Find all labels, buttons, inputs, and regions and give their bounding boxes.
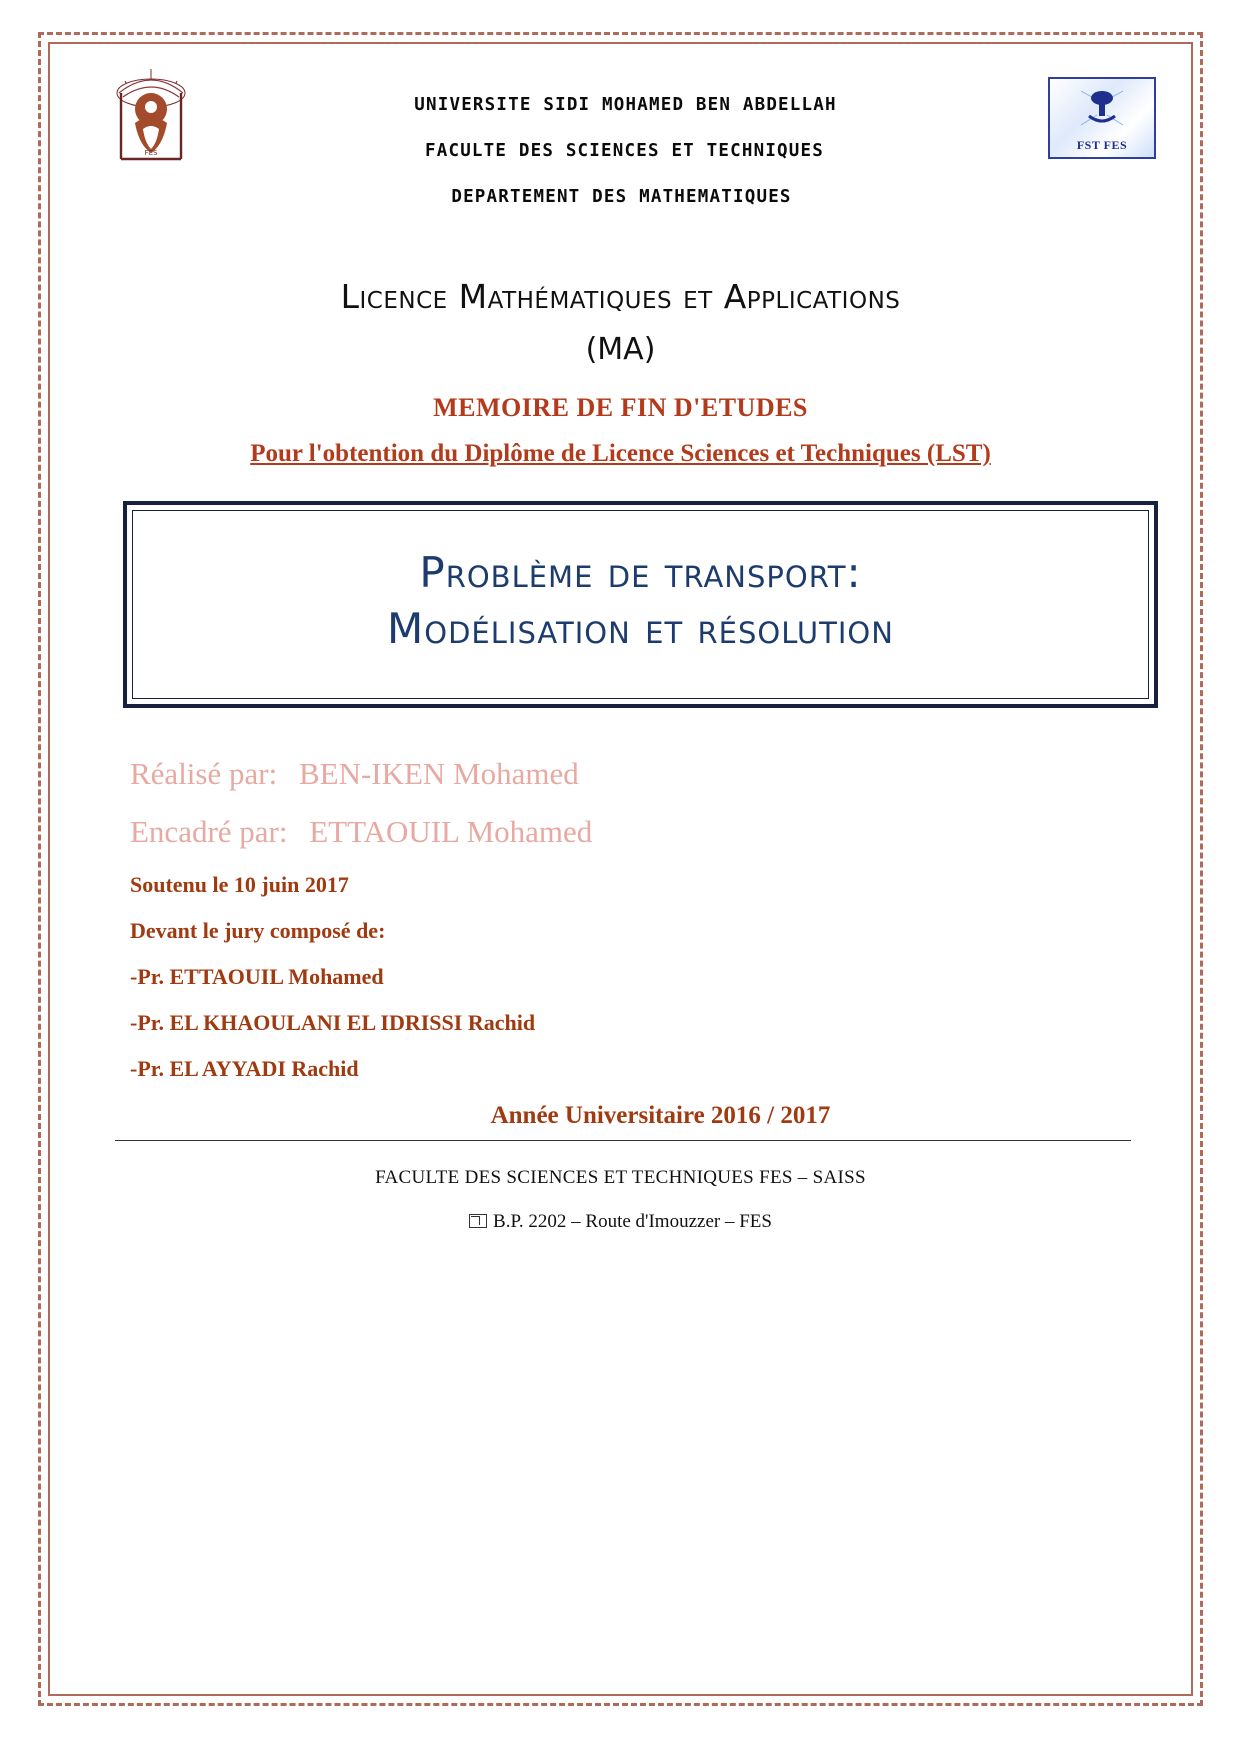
supervisor-label: Encadré par: [130, 814, 288, 850]
jury-member: -Pr. EL KHAOULANI EL IDRISSI Rachid [130, 1010, 536, 1036]
thesis-title-box-inner [132, 510, 1149, 699]
memoire-label: MEMOIRE DE FIN D'ETUDES [433, 393, 808, 422]
thesis-title-line-1: Problème de transport: [419, 547, 862, 597]
jury-member: -Pr. ETTAOUIL Mohamed [130, 964, 384, 990]
academic-year: Année Universitaire 2016 / 2017 [490, 1102, 831, 1130]
institution-line-3: DEPARTEMENT DES MATHEMATIQUES [451, 187, 792, 207]
thesis-title-box [123, 501, 1158, 708]
document-footer [75, 1167, 1166, 1233]
supervisor-name: ETTAOUIL Mohamed [309, 814, 593, 850]
svg-text:FES: FES [144, 149, 158, 157]
fst-fes-logo-icon [1048, 77, 1156, 159]
defense-block [75, 872, 1166, 1082]
jury-label: Devant le jury composé de: [130, 918, 386, 944]
thesis-title-line-2: Modélisation et résolution [387, 604, 894, 654]
institution-block [75, 55, 1166, 207]
diploma-purpose: Pour l'obtention du Diplôme de Licence Sciences et Techniques (LST) [250, 440, 991, 467]
supervisor-row [130, 814, 1166, 850]
document-header [75, 55, 1166, 235]
author-label: Réalisé par: [130, 756, 278, 792]
fst-logo-text: FST FES [1076, 138, 1128, 152]
page-content [75, 55, 1166, 1684]
author-row [130, 756, 1166, 792]
defense-date: Soutenu le 10 juin 2017 [130, 872, 349, 898]
footer-divider [115, 1140, 1131, 1141]
jury-member: -Pr. EL AYYADI Rachid [130, 1056, 359, 1082]
institution-line-2: FACULTE DES SCIENCES ET TECHNIQUES [424, 141, 825, 161]
program-block [75, 277, 1166, 471]
author-name: BEN-IKEN Mohamed [298, 756, 579, 792]
footer-faculty: FACULTE DES SCIENCES ET TECHNIQUES FES – SAISS [375, 1167, 866, 1189]
institution-line-1: UNIVERSITE SIDI MOHAMED BEN ABDELLAH [414, 95, 837, 115]
people-block [75, 756, 1166, 850]
footer-address-row [75, 1211, 1166, 1233]
program-abbreviation: (MA) [585, 332, 656, 367]
program-title: Licence Mathématiques et Applications [340, 277, 901, 316]
footer-address: B.P. 2202 – Route d'Imouzzer – FES [493, 1211, 772, 1233]
mail-icon [469, 1214, 487, 1228]
university-seal-icon [105, 63, 197, 175]
